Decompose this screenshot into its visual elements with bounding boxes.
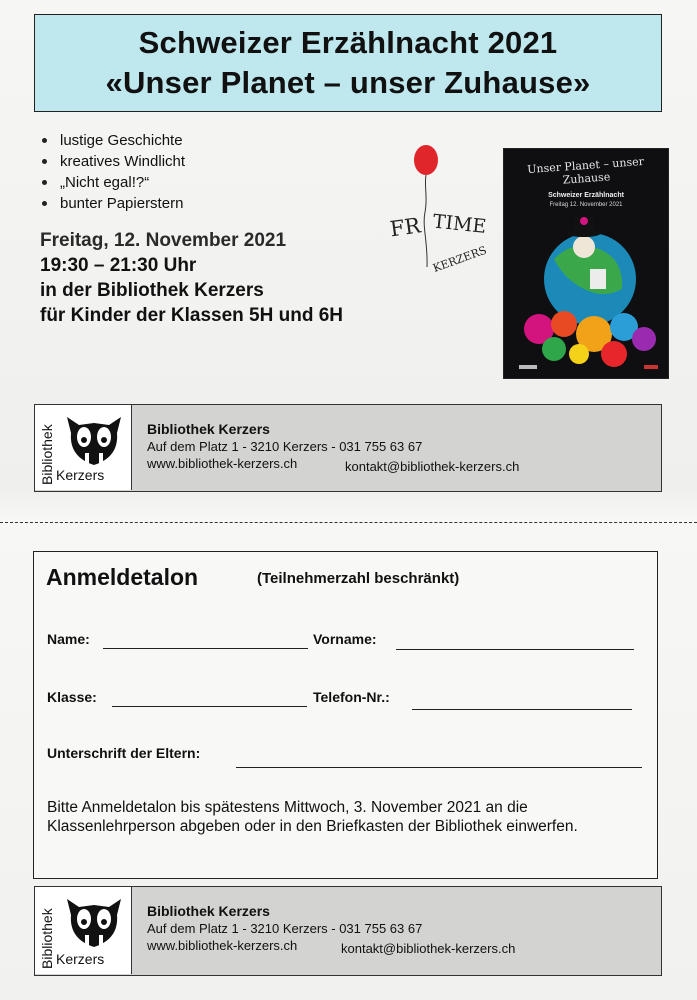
- library-email: kontakt@bibliothek-kerzers.ch: [345, 459, 520, 474]
- library-address: Auf dem Platz 1 - 3210 Kerzers - 031 755 63 67: [147, 921, 423, 936]
- library-website: www.bibliothek-kerzers.ch: [147, 938, 298, 953]
- library-email: kontakt@bibliothek-kerzers.ch: [341, 941, 516, 956]
- logo-vertical-text: Bibliothek: [39, 424, 55, 485]
- form-heading: Anmeldetalon: [46, 564, 199, 590]
- svg-text:FR: FR: [388, 213, 422, 242]
- activity-list: [40, 130, 185, 214]
- klasse-label: Klasse:: [47, 689, 97, 705]
- list-item: „Nicht egal!?“: [40, 172, 185, 193]
- library-logo: [35, 887, 132, 974]
- title-line-2: «Unser Planet – unser Zuhause»: [105, 65, 591, 100]
- vorname-label: Vorname:: [313, 631, 377, 647]
- klasse-field[interactable]: [112, 706, 307, 707]
- name-field[interactable]: [103, 648, 308, 649]
- vorname-field[interactable]: [396, 649, 634, 650]
- frtime-logo: [388, 142, 488, 282]
- logo-vertical-text: Bibliothek: [39, 908, 55, 969]
- cut-line: [0, 522, 697, 523]
- library-logo: [35, 405, 132, 490]
- telefon-label: Telefon-Nr.:: [313, 689, 390, 705]
- bullet-icon: [42, 159, 47, 164]
- title-line-1: Schweizer Erzählnacht 2021: [138, 25, 558, 60]
- event-date: Freitag, 12. November 2021: [40, 230, 287, 251]
- name-label: Name:: [47, 631, 90, 647]
- bullet-icon: [42, 180, 47, 185]
- svg-text:KERZERS: KERZERS: [431, 243, 488, 275]
- event-poster: [503, 148, 669, 379]
- library-info-box-bottom: [34, 886, 662, 976]
- svg-text:TIME: TIME: [431, 210, 488, 238]
- logo-bottom-text: Kerzers: [56, 467, 105, 483]
- telefon-field[interactable]: [412, 709, 632, 710]
- library-name: Bibliothek Kerzers: [147, 903, 270, 919]
- poster-subtitle: Schweizer Erzählnacht: [548, 192, 624, 199]
- event-place: in der Bibliothek Kerzers: [40, 280, 264, 301]
- balloon-icon: [414, 145, 438, 175]
- poster-date: Freitag 12. November 2021: [549, 202, 623, 208]
- form-instructions: Bitte Anmeldetalon bis spätestens Mittwoch, 3. November 2021 an die Klassenlehrperson abgeben oder in den Briefkasten der Bibliothek einwerfen.: [47, 799, 578, 835]
- owl-icon: [59, 891, 129, 951]
- event-audience: für Kinder der Klassen 5H und 6H: [40, 305, 344, 326]
- poster-illustration: [504, 149, 669, 379]
- list-item: bunter Papierstern: [40, 193, 185, 214]
- library-info-box: [34, 404, 662, 492]
- owl-icon: [59, 409, 129, 469]
- title-banner: [34, 14, 662, 112]
- bullet-icon: [42, 201, 47, 206]
- registration-form: [33, 551, 658, 879]
- event-details: [40, 228, 343, 328]
- bullet-icon: [42, 138, 47, 143]
- poster-headline: Unser Planet – unser Zuhause: [526, 154, 645, 187]
- event-time: 19:30 – 21:30 Uhr: [40, 255, 197, 276]
- form-note: (Teilnehmerzahl beschränkt): [257, 570, 460, 587]
- logo-bottom-text: Kerzers: [56, 951, 105, 967]
- list-item: kreatives Windlicht: [40, 151, 185, 172]
- signature-field[interactable]: [236, 767, 642, 768]
- list-item: lustige Geschichte: [40, 130, 185, 151]
- signature-label: Unterschrift der Eltern:: [47, 745, 201, 761]
- library-name: Bibliothek Kerzers: [147, 421, 270, 437]
- library-address: Auf dem Platz 1 - 3210 Kerzers - 031 755 63 67: [147, 439, 423, 454]
- library-website: www.bibliothek-kerzers.ch: [147, 456, 298, 471]
